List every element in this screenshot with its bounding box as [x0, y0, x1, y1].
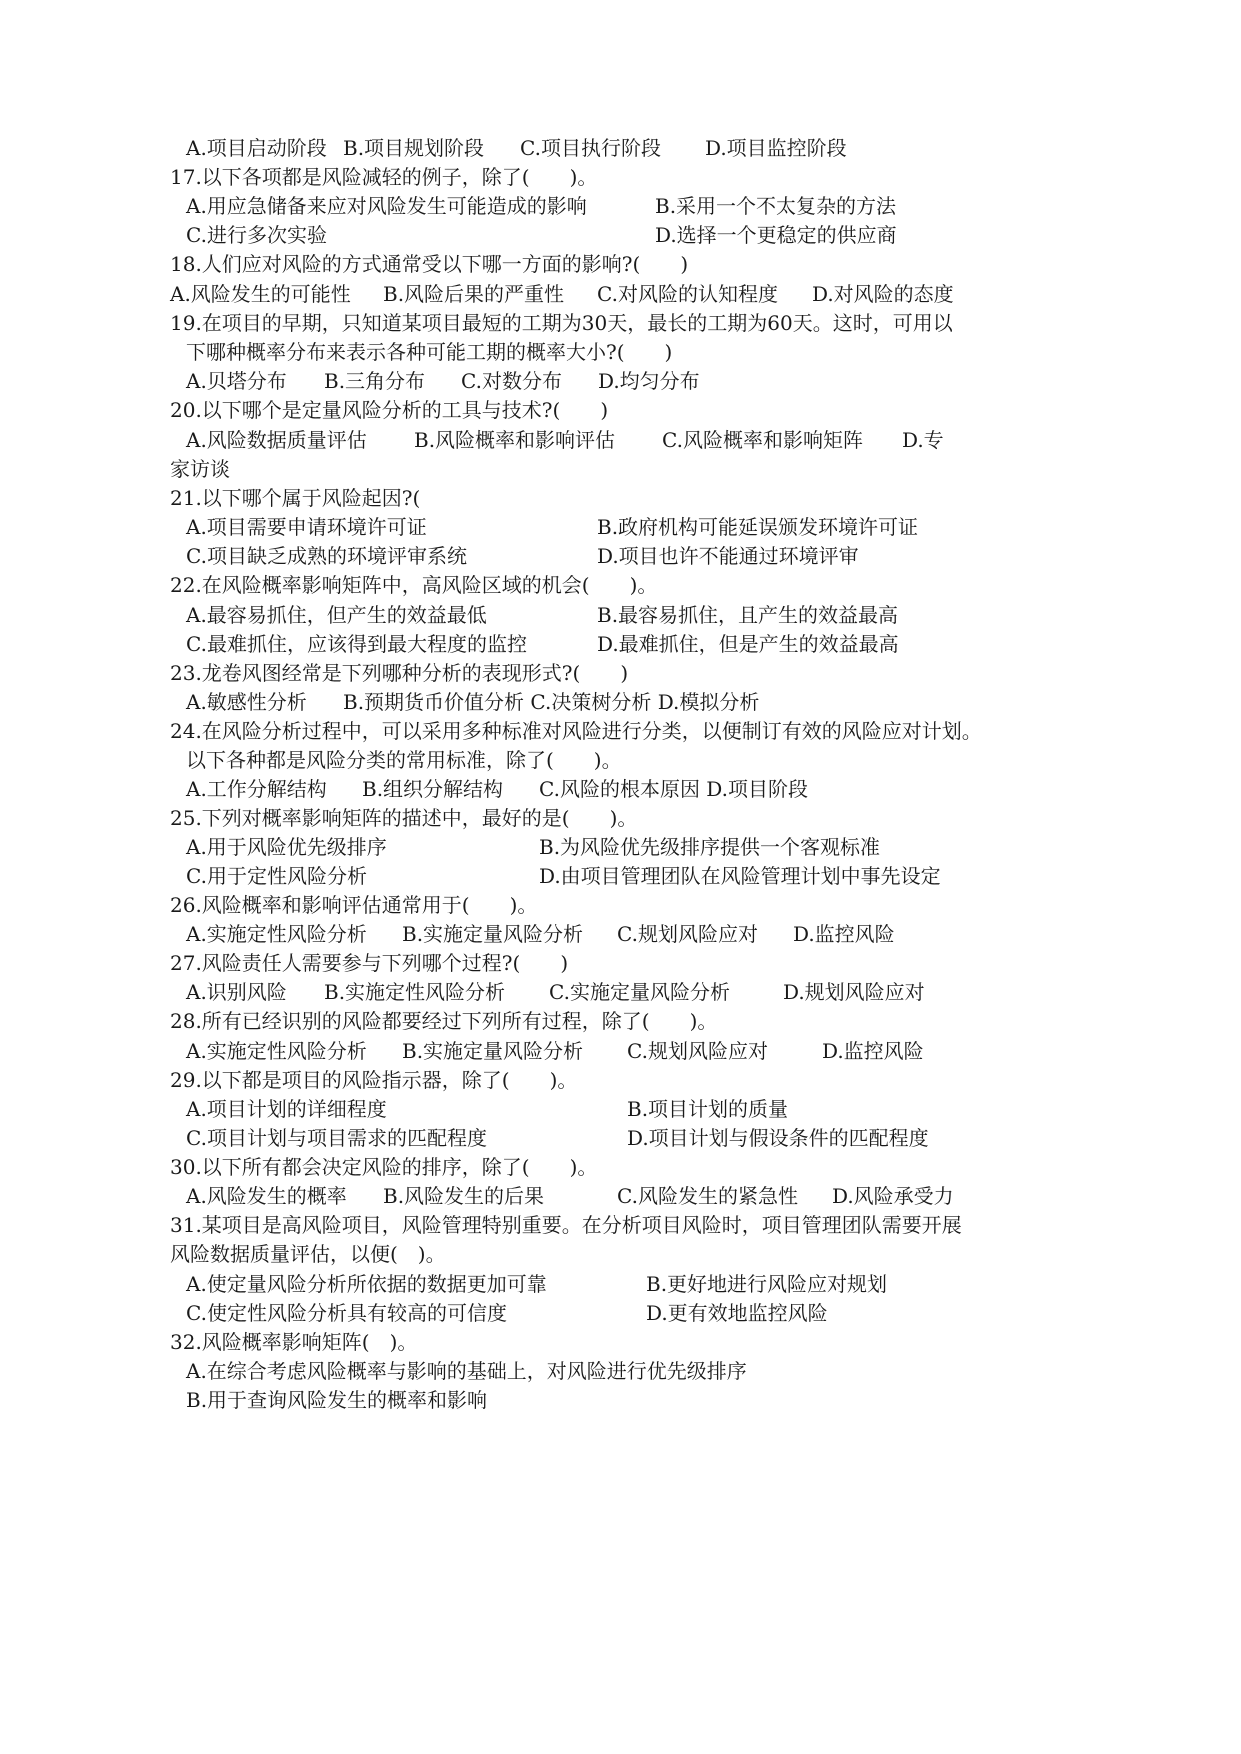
option: B.项目规划阶段: [343, 136, 485, 160]
option: D.监控风险: [793, 922, 895, 946]
option: B.政府机构可能延误颁发环境许可证: [597, 515, 919, 539]
question-stem: 以下各种都是风险分类的常用标准，除了( )。: [186, 748, 622, 772]
option-row: [0, 1037, 1241, 1065]
option: B.采用一个不太复杂的方法: [655, 194, 897, 218]
option: C.使定性风险分析具有较高的可信度: [186, 1301, 507, 1325]
question-stem: 17.以下各项都是风险减轻的例子，除了( )。: [170, 165, 598, 189]
option-row: [0, 367, 1241, 395]
question-stem: 风险数据质量评估，以便( )。: [170, 1242, 446, 1266]
option: C.进行多次实验: [186, 223, 327, 247]
option: A.项目计划的详细程度: [186, 1097, 387, 1121]
option: A.使定量风险分析所依据的数据更加可靠: [186, 1272, 547, 1296]
option-row: [0, 134, 1241, 162]
option-row: [0, 1386, 1241, 1414]
option-row: [0, 833, 1241, 861]
option: B.风险概率和影响评估: [414, 428, 616, 452]
option-row: [0, 601, 1241, 629]
question-stem: 31.某项目是高风险项目，风险管理特别重要。在分析项目风险时，项目管理团队需要开展: [170, 1213, 962, 1237]
option: D.对风险的态度: [812, 282, 954, 306]
option: A.敏感性分析: [186, 690, 307, 714]
option: A.贝塔分布: [186, 369, 287, 393]
option: B.实施定性风险分析: [324, 980, 506, 1004]
option: C.实施定量风险分析: [549, 980, 730, 1004]
option: A.实施定性风险分析: [186, 922, 367, 946]
question-stem: 25.下列对概率影响矩阵的描述中，最好的是( )。: [170, 806, 638, 830]
option-row: [0, 426, 1241, 454]
option: C.对风险的认知程度: [597, 282, 778, 306]
option: B.更好地进行风险应对规划: [646, 1272, 888, 1296]
option: A.用应急储备来应对风险发生可能造成的影响: [186, 194, 587, 218]
question-stem: 30.以下所有都会决定风险的排序，除了( )。: [170, 1155, 598, 1179]
option: B.风险后果的严重性: [383, 282, 565, 306]
option: A.风险发生的概率: [186, 1184, 347, 1208]
option: C.用于定性风险分析: [186, 864, 367, 888]
option: D.更有效地监控风险: [646, 1301, 828, 1325]
option: A.风险数据质量评估: [186, 428, 367, 452]
option: B.预期货币价值分析 C.决策树分析 D.模拟分析: [343, 690, 760, 714]
option: D.均匀分布: [598, 369, 700, 393]
option: B.为风险优先级排序提供一个客观标准: [539, 835, 881, 859]
option: B.实施定量风险分析: [402, 1039, 584, 1063]
option-row: [0, 542, 1241, 570]
question-stem: 19.在项目的早期，只知道某项目最短的工期为30天，最长的工期为60天。这时，可用以: [170, 311, 953, 335]
option: A.实施定性风险分析: [186, 1039, 367, 1063]
option: D.风险承受力: [832, 1184, 954, 1208]
option: B.最容易抓住，且产生的效益最高: [597, 603, 899, 627]
option: C.风险概率和影响矩阵: [662, 428, 863, 452]
option: C.规划风险应对: [627, 1039, 768, 1063]
option: C.风险的根本原因 D.项目阶段: [539, 777, 808, 801]
option: A.项目启动阶段: [186, 136, 327, 160]
option: D.选择一个更稳定的供应商: [655, 223, 897, 247]
option-row: [0, 280, 1241, 308]
option: A.用于风险优先级排序: [186, 835, 387, 859]
question-stem: 26.风险概率和影响评估通常用于( )。: [170, 893, 538, 917]
option-row: [0, 1095, 1241, 1123]
question-stem: 27.风险责任人需要参与下列哪个过程?( ): [170, 951, 569, 975]
option-row: [0, 221, 1241, 249]
option: D.监控风险: [822, 1039, 924, 1063]
option: C.项目执行阶段: [520, 136, 661, 160]
option-row: [0, 1357, 1241, 1385]
option-row: [0, 920, 1241, 948]
option: C.项目计划与项目需求的匹配程度: [186, 1126, 487, 1150]
option: A.在综合考虑风险概率与影响的基础上，对风险进行优先级排序: [186, 1359, 747, 1383]
option: B.组织分解结构: [362, 777, 504, 801]
option: B.项目计划的质量: [627, 1097, 789, 1121]
option: D.专: [902, 428, 944, 452]
option: C.规划风险应对: [617, 922, 758, 946]
option-row: [0, 688, 1241, 716]
option-row: [0, 1124, 1241, 1152]
option-row: [0, 775, 1241, 803]
option: D.规划风险应对: [783, 980, 925, 1004]
option: B.实施定量风险分析: [402, 922, 584, 946]
option-row: [0, 862, 1241, 890]
option-row: [0, 1299, 1241, 1327]
option: B.风险发生的后果: [383, 1184, 545, 1208]
option-row: [0, 978, 1241, 1006]
option-row: [0, 1270, 1241, 1298]
option: D.最难抓住，但是产生的效益最高: [597, 632, 899, 656]
question-stem: 23.龙卷风图经常是下列哪种分析的表现形式?( ): [170, 661, 629, 685]
option: D.项目也许不能通过环境评审: [597, 544, 859, 568]
option: A.最容易抓住，但产生的效益最低: [186, 603, 487, 627]
option-row: [0, 192, 1241, 220]
question-stem: 18.人们应对风险的方式通常受以下哪一方面的影响?( ): [170, 252, 689, 276]
option: B.用于查询风险发生的概率和影响: [186, 1388, 488, 1412]
option-row: [0, 513, 1241, 541]
question-stem: 32.风险概率影响矩阵( )。: [170, 1330, 418, 1354]
option-row: [0, 630, 1241, 658]
question-stem: 20.以下哪个是定量风险分析的工具与技术?( ): [170, 398, 609, 422]
option-continuation: 家访谈: [170, 457, 230, 481]
option: C.项目缺乏成熟的环境评审系统: [186, 544, 467, 568]
option: D.由项目管理团队在风险管理计划中事先设定: [539, 864, 941, 888]
question-stem: 22.在风险概率影响矩阵中，高风险区域的机会( )。: [170, 573, 658, 597]
question-stem: 下哪种概率分布来表示各种可能工期的概率大小?( ): [186, 340, 673, 364]
question-stem: 28.所有已经识别的风险都要经过下列所有过程，除了( )。: [170, 1009, 718, 1033]
option: D.项目计划与假设条件的匹配程度: [627, 1126, 929, 1150]
option: A.项目需要申请环境许可证: [186, 515, 427, 539]
option: D.项目监控阶段: [705, 136, 847, 160]
option: B.三角分布: [324, 369, 426, 393]
option: A.工作分解结构: [186, 777, 327, 801]
question-stem: 21.以下哪个属于风险起因?(: [170, 486, 421, 510]
option: A.风险发生的可能性: [170, 282, 351, 306]
question-stem: 29.以下都是项目的风险指示器，除了( )。: [170, 1068, 578, 1092]
option: C.对数分布: [461, 369, 562, 393]
option: C.风险发生的紧急性: [617, 1184, 798, 1208]
option: A.识别风险: [186, 980, 287, 1004]
option: C.最难抓住，应该得到最大程度的监控: [186, 632, 527, 656]
option-row: [0, 1182, 1241, 1210]
question-stem: 24.在风险分析过程中，可以采用多种标准对风险进行分类，以便制订有效的风险应对计划。: [170, 719, 982, 743]
